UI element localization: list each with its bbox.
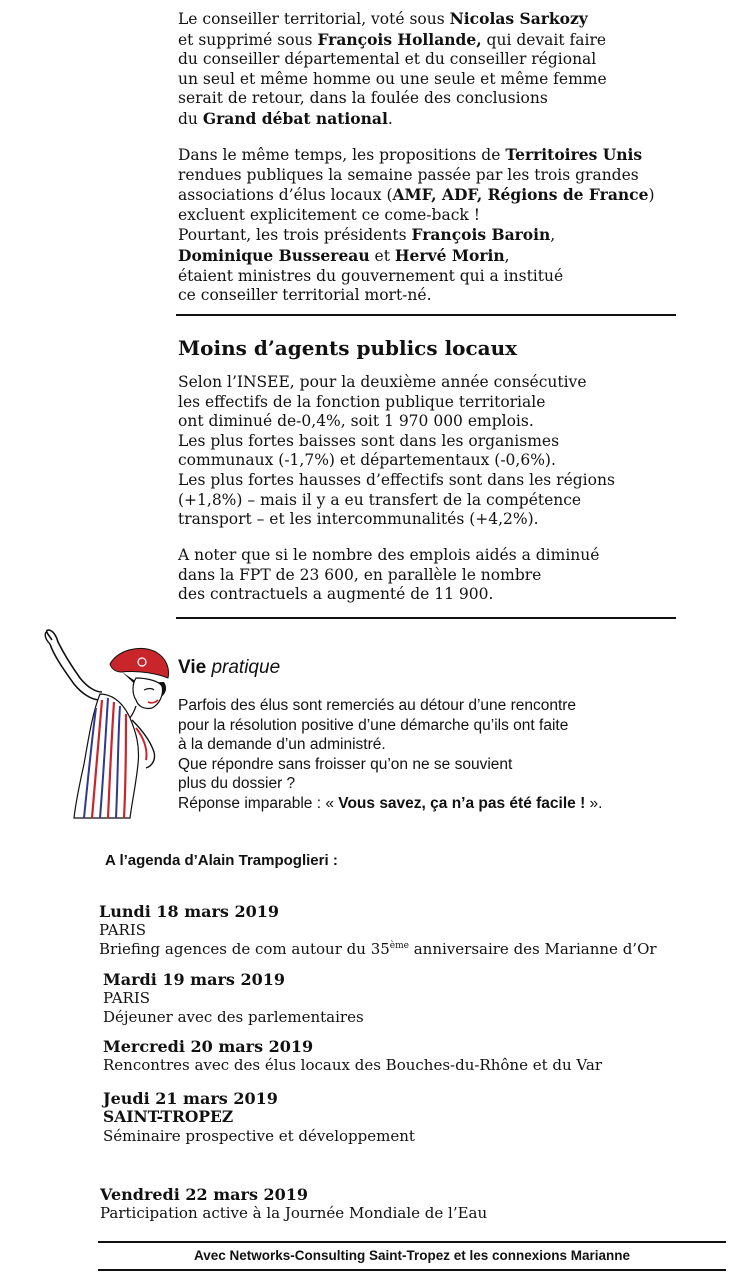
agents-paragraph-2: [178, 546, 599, 605]
section-divider: [176, 617, 676, 619]
text-line: ce conseiller territorial mort-né.: [178, 286, 432, 305]
text-line: associations d’élus locaux (AMF, ADF, Régions de France): [178, 185, 655, 205]
bold-text: François Hollande,: [317, 29, 482, 49]
agenda-place: PARIS: [99, 921, 147, 939]
section-title-agents: Moins d’agents publics locaux: [178, 336, 518, 360]
agenda-description: Rencontres avec des élus locaux des Bouches-du-Rhône et du Var: [103, 1056, 602, 1074]
title-bold-part: Vie: [178, 657, 207, 678]
text-line: transport – et les intercommunalités (+4,2%).: [178, 510, 539, 529]
text-line: Parfois des élus sont remerciés au détour d’une rencontre: [178, 697, 577, 714]
text-line: (+1,8%) – mais il y a eu transfert de la compétence: [178, 490, 582, 509]
title-italic-part: pratique: [211, 657, 281, 678]
bold-text: Grand débat national: [202, 108, 388, 128]
description-text: anniversaire des Marianne d’Or: [408, 939, 657, 958]
intro-paragraph-2: [178, 145, 655, 306]
text-line: à la demande d’un administré.: [178, 736, 386, 754]
text-line: excluent explicitement ce come-back !: [178, 205, 480, 224]
text-line: Dans le même temps, les propositions de Territoires Unis: [178, 145, 643, 164]
bold-text: Vous savez, ça n’a pas été facile !: [338, 794, 586, 812]
agenda-heading: A l’agenda d’Alain Trampoglieri :: [105, 852, 338, 869]
bold-text: AMF, ADF, Régions de France: [392, 185, 649, 205]
text-line: communaux (-1,7%) et départementaux (-0,6%).: [178, 451, 556, 470]
text-line: les effectifs de la fonction publique territoriale: [178, 392, 546, 411]
agenda-description: [99, 940, 657, 959]
waving-woman-illustration: [40, 628, 180, 820]
bold-text: Hervé Morin: [394, 245, 505, 265]
text-line: Pourtant, les trois présidents François Baroin,: [178, 225, 556, 245]
section-title-vie-pratique: [178, 657, 280, 679]
text-line: Que répondre sans froisser qu’on ne se souvient: [178, 755, 513, 773]
footer-rule-bottom: [98, 1269, 726, 1271]
text-line: un seul et même homme ou une seule et même femme: [178, 69, 607, 88]
intro-paragraph-1: [178, 9, 607, 130]
footer-rule-top: [98, 1241, 726, 1243]
text-line: plus du dossier ?: [178, 775, 296, 793]
description-text: Briefing agences de com autour du 35: [99, 939, 390, 958]
text-line: Dominique Bussereau et Hervé Morin,: [178, 245, 510, 265]
agenda-date: Lundi 18 mars 2019: [99, 902, 280, 921]
text-line: du conseiller départemental et du conseiller régional: [178, 50, 597, 69]
text-line: serait de retour, dans la foulée des conclusions: [178, 89, 548, 108]
text-line: dans la FPT de 23 600, en parallèle le nombre: [178, 565, 542, 584]
agenda-description: Participation active à la Journée Mondiale de l’Eau: [100, 1204, 488, 1222]
bold-text: Dominique Bussereau: [178, 245, 370, 265]
bold-text: Territoires Unis: [505, 145, 643, 164]
agenda-entry: [103, 1089, 415, 1145]
agenda-date: Vendredi 22 mars 2019: [100, 1185, 309, 1204]
agenda-entry: [99, 902, 657, 958]
agenda-place: PARIS: [103, 989, 151, 1007]
agenda-date: Mardi 19 mars 2019: [103, 970, 286, 989]
agenda-entry: [100, 1185, 487, 1223]
agenda-description: Séminaire prospective et développement: [103, 1126, 415, 1145]
agents-paragraph-1: [178, 373, 615, 530]
text-line: A noter que si le nombre des emplois aidés a diminué: [178, 546, 600, 564]
agenda-entry: [103, 1037, 602, 1075]
text-line: Le conseiller territorial, voté sous Nicolas Sarkozy: [178, 9, 588, 28]
text-line: rendues publiques la semaine passée par les trois grandes: [178, 165, 639, 184]
text-line: du Grand débat national.: [178, 108, 393, 128]
agenda-entry: [103, 970, 364, 1026]
agenda-date: Jeudi 21 mars 2019: [103, 1089, 278, 1108]
text-line: étaient ministres du gouvernement qui a institué: [178, 266, 564, 285]
text-line: ont diminué de-0,4%, soit 1 970 000 emplois.: [178, 412, 534, 431]
agenda-place: SAINT-TROPEZ: [103, 1107, 234, 1126]
section-divider: [176, 314, 676, 316]
footer-text: Avec Networks-Consulting Saint-Tropez et les connexions Marianne: [193, 1248, 631, 1263]
text-line: et supprimé sous François Hollande, qui devait faire: [178, 29, 607, 49]
agenda-date: Mercredi 20 mars 2019: [103, 1037, 314, 1056]
text-line: Réponse imparable : « Vous savez, ça n’a pas été facile ! ».: [178, 794, 603, 812]
text-line: Les plus fortes baisses sont dans les organismes: [178, 431, 560, 450]
vie-pratique-paragraph: [178, 696, 602, 814]
text-line: pour la résolution positive d’une démarche qu’ils ont faite: [178, 716, 569, 734]
text-line: des contractuels a augmenté de 11 900.: [178, 585, 494, 604]
agenda-description: Déjeuner avec des parlementaires: [103, 1007, 364, 1026]
bold-text: François Baroin: [411, 225, 551, 245]
text-line: Les plus fortes hausses d’effectifs sont dans les régions: [178, 470, 615, 489]
text-line: Selon l’INSEE, pour la deuxième année consécutive: [178, 373, 587, 391]
bold-text: Nicolas Sarkozy: [449, 9, 588, 28]
ordinal-suffix: ème: [389, 940, 409, 951]
